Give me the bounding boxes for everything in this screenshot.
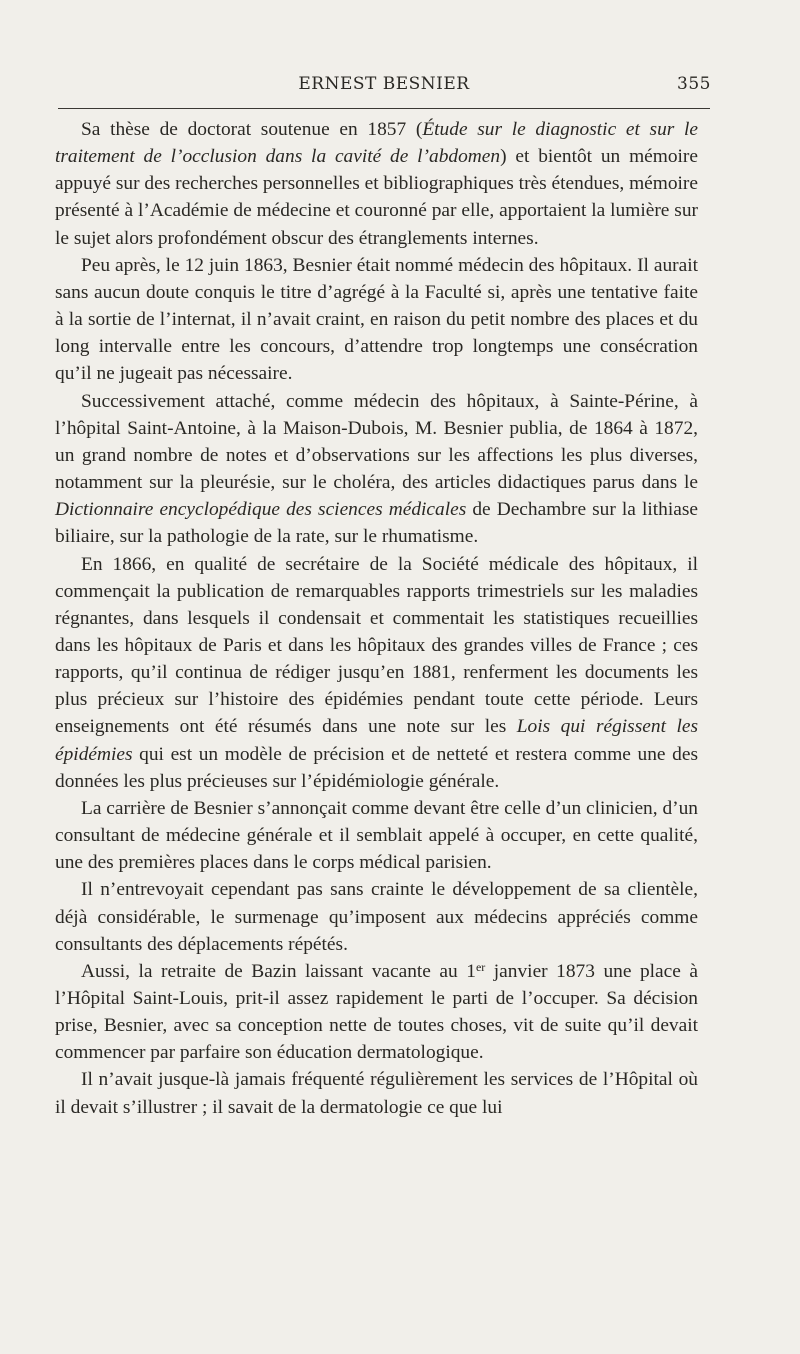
paragraph-text: En 1866, en qualité de secrétaire de la Société médicale des hôpitaux, il commençait la publication de remarquables rapports trimestriels sur les maladies régnantes, dans lesquels il condensait et commentait les statistiques recueillies dans les hôpitaux de Paris et dans les hôpitaux des grandes villes de France ; ces rapports, qu’il continua de rédiger jusqu’en 1881, renferment les documents les plus précieux sur l’histoire des épidémies pendant toute cette période. Leurs enseignements ont été résumés dans une note sur les xyxy=(55,553,698,738)
page-number: 355 xyxy=(677,74,711,94)
paragraph-text: Sa thèse de doctorat soutenue en 1857 ( xyxy=(81,119,423,140)
paragraph-text: ) et bientôt un mémoire appuyé sur des recherches personnelles et bibliographiques très étendues, mémoire présenté à l’Académie de médecine et couronné par elle, apportaient la lumière sur le sujet alors profondément obscur des étranglements internes. xyxy=(55,146,698,249)
paragraph-saint-louis xyxy=(55,958,698,1067)
paragraph-dermatology: Il n’avait jusque-là jamais fréquenté régulièrement les services de l’Hôpital où il devait s’illustrer ; il savait de la dermatologie ce que lui xyxy=(55,1069,698,1118)
paragraph-reports xyxy=(55,551,698,795)
paragraph-thesis xyxy=(55,116,698,252)
paragraph-career: La carrière de Besnier s’annonçait comme devant être celle d’un clinicien, d’un consultant de médecine générale et il semblait appelé à occuper, en cette qualité, une des premières places dans le corps médical parisien. xyxy=(55,797,698,874)
body-text xyxy=(55,116,698,1121)
header-rule xyxy=(58,108,710,109)
paragraph-hospital-appointment: Peu après, le 12 juin 1863, Besnier était nommé médecin des hôpitaux. Il aurait sans aucun doute conquis le titre d’agrégé à la Faculté si, après une tentative faite à la sortie de l’internat, il n’avait craint, en raison du petit nombre des places et du long intervalle entre les concours, d’attendre trop longtemps une consécration qu’il ne jugeait pas nécessaire. xyxy=(55,254,698,385)
paragraph-text: de Dechambre sur la lithiase biliaire, sur la pathologie de la rate, sur le rhumatisme. xyxy=(55,499,698,548)
running-head xyxy=(55,74,713,100)
paragraph-text: Successivement attaché, comme médecin des hôpitaux, à Sainte-Périne, à l’hôpital Saint-Antoine, à la Maison-Dubois, M. Besnier publia, de 1864 à 1872, un grand nombre de notes et d’observations sur les affections les plus diverses, notamment sur la pleurésie, sur le choléra, des articles didactiques parus dans le xyxy=(55,390,698,494)
note-title: Lois qui régissent les épidémies xyxy=(55,716,698,765)
thesis-title: Étude sur le diagnostic et sur le traitement de l’occlusion dans la cavité de l’abdomen xyxy=(55,119,699,168)
ordinal-superscript: er xyxy=(475,959,486,974)
paragraph-text: Aussi, la retraite de Bazin laissant vacante au 1 xyxy=(81,960,476,982)
dictionary-title: Dictionnaire encyclopédique des sciences médicales xyxy=(55,499,467,521)
paragraph-publications xyxy=(55,388,698,551)
paragraph-text: janvier 1873 une place à l’Hôpital Saint-Louis, prit-il assez rapidement le parti de l’occuper. Sa décision prise, Besnier, avec sa conception nette de toutes choses, vit de suite qu’il devait commencer par parfaire son éducation dermatologique. xyxy=(55,960,698,1064)
paragraph-text: qui est un modèle de précision et de netteté et restera comme une des données les plus précieuses sur l’épidémiologie générale. xyxy=(55,743,698,792)
paragraph-clientele: Il n’entrevoyait cependant pas sans crainte le développement de sa clientèle, déjà considérable, le surmenage qu’imposent aux médecins appréciés comme consultants des déplacements répétés. xyxy=(55,879,698,955)
running-title: ERNEST BESNIER xyxy=(298,74,470,94)
